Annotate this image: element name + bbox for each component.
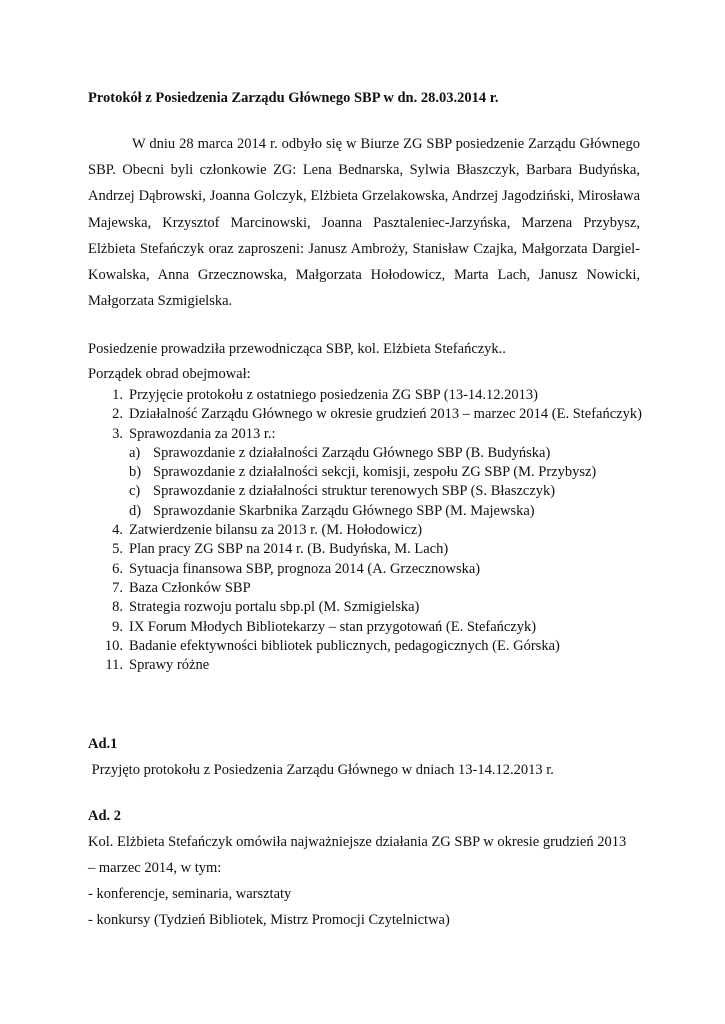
list-number: 5. — [112, 541, 123, 558]
ad2-line: Kol. Elżbieta Stefańczyk omówiła najważniejsze działania ZG SBP w okresie grudzień 2013 — [88, 834, 627, 850]
agenda-intro: Porządek obrad obejmował: — [88, 366, 251, 382]
list-text: Sprawy różne — [129, 657, 210, 674]
sub-text: Sprawozdanie z działalności sekcji, komisji, zespołu ZG SBP (M. Przybysz) — [153, 464, 597, 481]
ad2-heading: Ad. 2 — [88, 808, 122, 824]
list-text: Plan pracy ZG SBP na 2014 r. (B. Budyńska, M. Lach) — [129, 541, 449, 558]
list-text: Strategia rozwoju portalu sbp.pl (M. Szmigielska) — [129, 599, 420, 616]
ad1-text: Przyjęto protokołu z Posiedzenia Zarządu Głównego w dniach 13-14.12.2013 r. — [88, 762, 554, 778]
list-item — [88, 579, 648, 598]
list-item — [88, 598, 648, 617]
list-number: 2. — [112, 406, 123, 423]
sub-letter: b) — [129, 464, 142, 481]
sub-text: Sprawozdanie z działalności Zarządu Głównego SBP (B. Budyńska) — [153, 444, 551, 461]
list-item — [88, 425, 648, 444]
list-number: 4. — [112, 522, 123, 539]
list-number: 7. — [112, 579, 123, 596]
intro-paragraph — [88, 131, 640, 314]
ad2-bullet: - konferencje, seminaria, warsztaty — [88, 886, 292, 902]
list-item — [88, 386, 648, 405]
list-number: 10. — [104, 637, 123, 654]
chair-line: Posiedzenie prowadziła przewodnicząca SBP, kol. Elżbieta Stefańczyk.. — [88, 341, 506, 357]
list-number: 3. — [112, 425, 123, 442]
sub-list-item — [88, 444, 648, 463]
ad2-line: – marzec 2014, w tym: — [88, 860, 222, 876]
list-text: Badanie efektywności bibliotek publicznych, pedagogicznych (E. Górska) — [129, 637, 560, 654]
list-number: 11. — [105, 657, 123, 674]
list-text: Sytuacja finansowa SBP, prognoza 2014 (A. Grzecznowska) — [129, 560, 481, 577]
intro-text: W dniu 28 marca 2014 r. odbyło się w Biurze ZG SBP posiedzenie Zarządu Głównego SBP. Obecni byli członkowie ZG: Lena Bednarska, Sylwia Błaszczyk, Barbara Budyńska, Andrzej Dąbrowski, Joanna Golczyk, Elżbieta Grzelakowska, Andrzej Jagodziński, Mirosława Majewska, Krzysztof Marcinowski, Joanna Pasztaleniec-Jarzyńska, Marzena Przybysz, Elżbieta Stefańczyk oraz zaproszeni: Janusz Ambroży, Stanisław Czajka, Małgorzata Dargiel-Kowalska, Anna Grzecznowska, Małgorzata Hołodowicz, Marta Lach, Janusz Nowicki, Małgorzata Szmigielska. — [88, 136, 640, 310]
list-number: 1. — [112, 387, 123, 403]
list-item — [88, 405, 648, 424]
sub-list-item — [88, 463, 648, 482]
list-item — [88, 656, 648, 675]
list-number: 8. — [112, 599, 123, 616]
list-text: IX Forum Młodych Bibliotekarzy – stan przygotowań (E. Stefańczyk) — [129, 618, 537, 635]
list-item — [88, 560, 648, 579]
sub-letter: d) — [129, 502, 142, 519]
ad1-heading: Ad.1 — [88, 736, 118, 752]
list-text: Działalność Zarządu Głównego w okresie grudzień 2013 – marzec 2014 (E. Stefańczyk) — [129, 406, 642, 423]
list-item — [88, 618, 648, 637]
list-number: 6. — [112, 560, 123, 577]
list-text: Baza Członków SBP — [129, 579, 251, 596]
agenda-list — [88, 386, 648, 675]
sub-letter: c) — [129, 483, 141, 500]
list-text: Sprawozdania za 2013 r.: — [129, 425, 276, 442]
list-text: Zatwierdzenie bilansu za 2013 r. (M. Hołodowicz) — [129, 522, 423, 539]
sub-list-item — [88, 502, 648, 521]
list-text: Przyjęcie protokołu z ostatniego posiedzenia ZG SBP (13-14.12.2013) — [129, 387, 539, 403]
list-item — [88, 521, 648, 540]
sub-list-item — [88, 482, 648, 501]
ad2-bullet: - konkursy (Tydzień Bibliotek, Mistrz Promocji Czytelnictwa) — [88, 912, 450, 928]
page-title: Protokół z Posiedzenia Zarządu Głównego SBP w dn. 28.03.2014 r. — [88, 90, 499, 106]
list-item — [88, 540, 648, 559]
list-number: 9. — [112, 618, 123, 635]
sub-text: Sprawozdanie Skarbnika Zarządu Głównego SBP (M. Majewska) — [153, 502, 535, 519]
sub-text: Sprawozdanie z działalności struktur terenowych SBP (S. Błaszczyk) — [153, 483, 556, 500]
list-item — [88, 637, 648, 656]
sub-letter: a) — [129, 444, 141, 461]
